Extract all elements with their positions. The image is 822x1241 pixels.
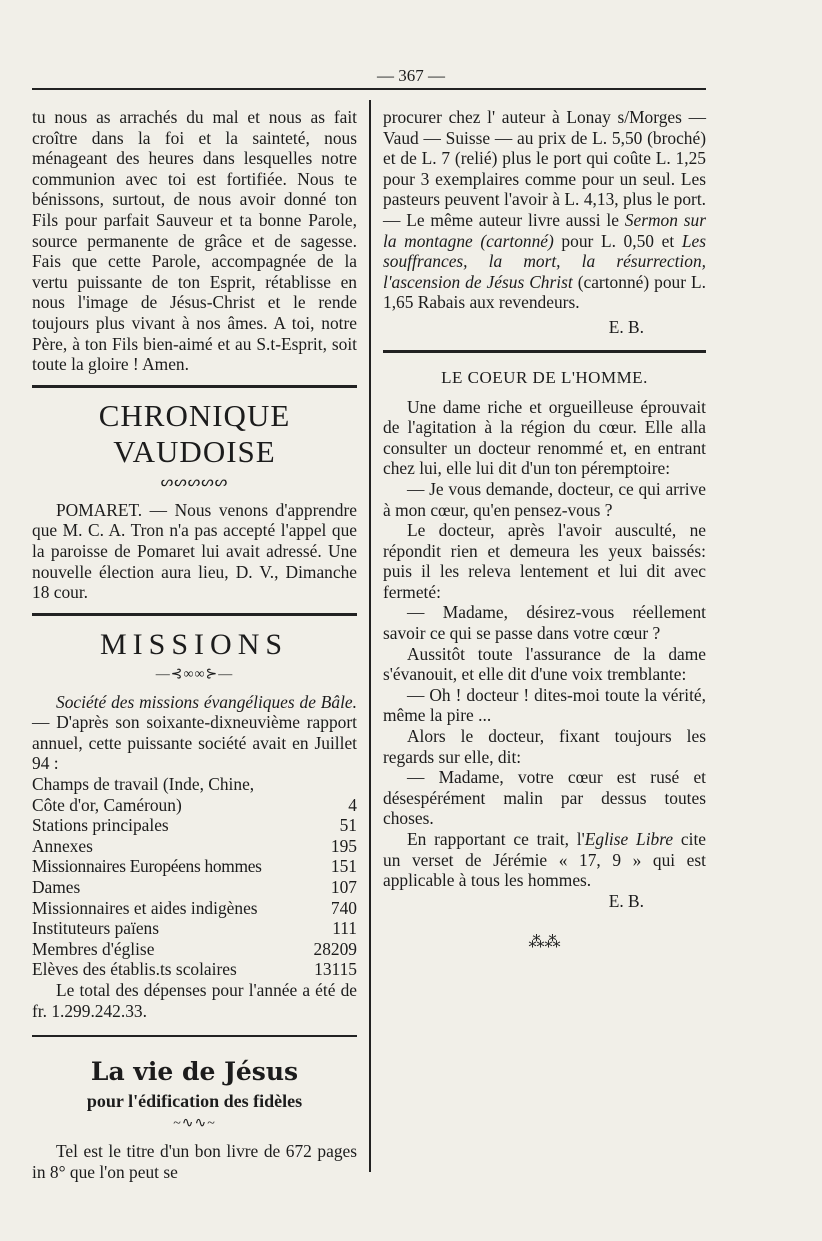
coeur-last-italic: Eglise Libre [584, 829, 674, 849]
column-divider [369, 100, 371, 1172]
stats-row [32, 918, 357, 939]
cont-text-1: procurer chez l' auteur à Lonay s/Morges — Vaud — Suisse — au prix de L. 5,50 (broché) et de L. 7 (relié) plus le port qui coûte L. 1,25 pour 3 exemplaires comme pour un seul. Les pasteurs peuvent l'avoir à L. 4,13, plus le port. — Le même auteur livre aussi le [383, 107, 706, 230]
stats-value: 195 [330, 835, 357, 856]
stats-label: Elèves des établis.ts scolaires [32, 959, 237, 980]
coeur-paragraph: — Oh ! docteur ! dites-moi toute la vérité, même la pire ... [383, 684, 706, 726]
coeur-paragraph: Une dame riche et orgueilleuse éprouvait de l'agitation à la région du cœur. Elle alla consulter un docteur renommé et, en entrant chez lui, elle lui dit d'un ton péremptoire: [383, 396, 706, 479]
stats-label: Missionnaires Européens hommes [32, 856, 262, 877]
stats-row [32, 836, 357, 857]
coeur-paragraph: Alors le docteur, fixant toujours les regards sur elle, dit: [383, 726, 706, 767]
stats-value [305, 774, 357, 795]
prayer-text: tu nous as arrachés du mal et nous as fait croître dans la foi et la sainteté, nous ménageant des heures dans lesquelles notre communion avec toi est fortifiée. Nous te bénissons, surtout, de nous avoir donné ton Fils pour parfait Sauveur et ta bonne Parole, source permanente de grâce et de sagesse. Fais que cette Parole, accompagnée de la vertu puissante de ton Esprit, rétablisse en nous l'image de Jésus-Christ et le rende toujours plus vivant à nos âmes. A toi, notre Père, à ton Fils bien-aimé et au S.t-Esprit, soit toute la gloire ! Amen. [32, 107, 357, 375]
coeur-last-text-1: En rapportant ce trait, l' [407, 829, 585, 849]
book-continuation [383, 107, 706, 313]
stats-label: Missionnaires et aides indigènes [32, 897, 258, 918]
missions-title: MISSIONS [100, 627, 289, 661]
cont-text-3: (cartonné) pour L. 1,65 Rabais aux revendeurs. [383, 271, 706, 313]
page-number: — 367 — [377, 66, 445, 85]
missions-intro [32, 692, 357, 774]
vie-ornament: ~∿∿~ [173, 1116, 216, 1132]
section-rule [32, 1035, 357, 1037]
header-rule [32, 88, 706, 90]
stats-row [32, 795, 357, 816]
stats-row [32, 959, 357, 980]
stats-row [32, 774, 357, 795]
section-rule [32, 613, 357, 616]
stats-value: 28209 [313, 938, 357, 959]
stats-label: Dames [32, 877, 81, 898]
left-column [32, 107, 357, 1182]
section-rule [32, 385, 357, 388]
coeur-last-text-2: cite un verset de Jérémie « 17, 9 » qui est applicable à tous les hommes. [383, 829, 707, 891]
chronique-title: CHRONIQUE VAUDOISE [98, 397, 291, 469]
vie-title: La vie de Jésus [90, 1057, 299, 1087]
cont-title-souffrances: Les souffrances, la mort, la résurrection, l'ascension de Jésus Christ [383, 230, 706, 292]
stats-row [32, 877, 357, 898]
cont-text-2: pour L. 0,50 et [553, 230, 682, 251]
coeur-title: LE COEUR DE L'HOMME. [441, 367, 648, 387]
section-rule [383, 350, 706, 353]
stats-value: 51 [339, 815, 357, 836]
stats-value: 13115 [314, 959, 357, 980]
missions-intro-rest: — D'après son soixante-dixneuvième rapport annuel, cette puissante société avait en Juillet 94 : [32, 712, 357, 774]
stats-label: Annexes [32, 835, 93, 856]
signature: E. B. [608, 316, 644, 337]
stats-label: Champs de travail (Inde, Chine, [32, 774, 255, 795]
chronique-text: POMARET. — Nous venons d'apprendre que M. C. A. Tron n'a pas accepté l'appel que la paroisse de Pomaret lui avait adressé. Une nouvelle élection aura lieu, D. V., Dimanche 18 cour. [32, 499, 357, 603]
coeur-paragraph: — Je vous demande, docteur, ce qui arrive à mon cœur, qu'en pensez-vous ? [383, 478, 706, 520]
coeur-paragraph-last [383, 829, 706, 891]
stats-value: 740 [330, 897, 357, 918]
missions-stats-table [32, 774, 357, 980]
coeur-paragraph: — Madame, votre cœur est rusé et désespérément malin par dessus toutes choses. [383, 767, 706, 829]
signature: E. B. [608, 890, 644, 911]
right-column [383, 107, 706, 954]
vie-subtitle: pour l'édification des fidèles [86, 1091, 303, 1112]
coeur-paragraph: Aussitôt toute l'assurance de la dame s'évanouit, et elle dit d'une voix tremblante: [383, 643, 706, 685]
stats-row [32, 815, 357, 836]
stats-label: Côte d'or, Caméroun) [32, 794, 182, 815]
stats-label: Stations principales [32, 815, 169, 836]
stats-label: Membres d'église [32, 938, 155, 959]
chronique-ornament: ᔕᔕᔕᔕᔕ [160, 474, 229, 490]
coeur-paragraph: — Madame, désirez-vous réellement savoir ce qui se passe dans votre cœur ? [383, 602, 706, 644]
vie-text: Tel est le titre d'un bon livre de 672 pages in 8° que l'on peut se [32, 1141, 357, 1182]
cont-title-sermon: Sermon sur la montagne (cartonné) [383, 209, 707, 251]
stats-value: 151 [330, 856, 357, 877]
missions-intro-italic: Société des missions évangéliques de Bâle. [56, 691, 357, 712]
missions-ornament: —⊰∞∞⊱— [155, 666, 234, 682]
stats-row [32, 898, 357, 919]
stats-value: 4 [348, 794, 357, 815]
stats-value: 107 [330, 877, 357, 898]
stats-value: 111 [332, 918, 357, 939]
stats-row [32, 856, 357, 877]
stats-label: Instituteurs païens [32, 918, 160, 939]
asterism-ornament: ⁂⁂ [528, 934, 561, 952]
stats-row [32, 939, 357, 960]
missions-total: Le total des dépenses pour l'année a été de fr. 1.299.242.33. [32, 980, 357, 1021]
coeur-paragraph: Le docteur, après l'avoir ausculté, ne répondit rien et demeura les yeux baissés: puis il les releva lentement et lui dit avec fermeté: [383, 520, 706, 602]
